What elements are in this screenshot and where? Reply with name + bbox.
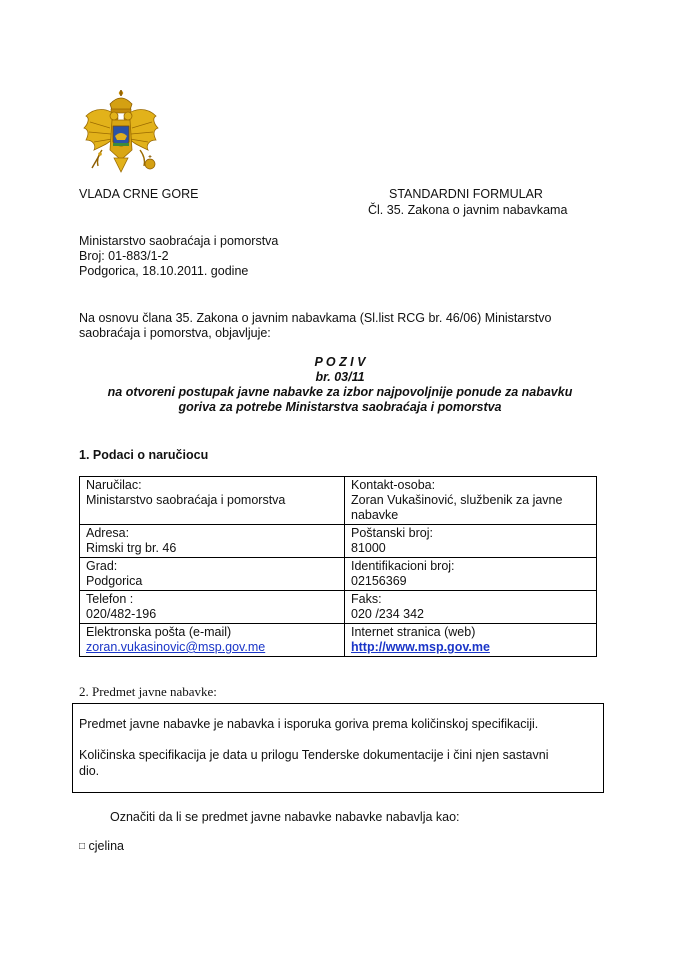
table-row: [80, 624, 597, 657]
cell-label: Naručilac:: [86, 478, 142, 492]
subject-description-box: [72, 703, 604, 793]
table-row: [80, 591, 597, 624]
cell-label: Telefon :: [86, 592, 134, 606]
table-cell: [345, 624, 597, 657]
procurement-type-instruction: Označiti da li se predmet javne nabavke nabavke nabavlja kao:: [110, 810, 460, 824]
table-cell: [80, 558, 345, 591]
cell-value: Rimski trg br. 46: [86, 541, 177, 555]
cell-value: 02156369: [351, 574, 407, 588]
cell-label: Kontakt-osoba:: [351, 478, 436, 492]
table-row: [80, 558, 597, 591]
subject-paragraph-1: Predmet javne nabavke je nabavka i isporuka goriva prema količinskoj specifikaciji.: [79, 717, 539, 731]
table-row: [80, 477, 597, 525]
option-cjelina[interactable]: [79, 838, 124, 855]
table-cell: [80, 591, 345, 624]
cell-value-continued: nabavke: [351, 508, 399, 522]
table-cell: [345, 591, 597, 624]
cell-value: 020/482-196: [86, 607, 157, 621]
intro-line-2: saobraćaja i pomorstva, objavljuje:: [79, 326, 271, 340]
call-number: br. 03/11: [315, 370, 365, 384]
section-2-heading: 2. Predmet javne nabavke:: [79, 684, 217, 699]
cell-value: 81000: [351, 541, 386, 555]
cell-label: Adresa:: [86, 526, 130, 540]
table-cell: [80, 477, 345, 525]
coat-of-arms-emblem: [80, 88, 162, 180]
cell-value: Ministarstvo saobraćaja i pomorstva: [86, 493, 286, 507]
option-label: cjelina: [88, 839, 124, 853]
issuer-number: Broj: 01-883/1-2: [79, 249, 169, 263]
call-title: P O Z I V: [314, 355, 366, 369]
subject-paragraph-2-line-2: dio.: [79, 764, 100, 778]
section-1-heading: 1. Podaci o naručiocu: [79, 448, 209, 462]
email-link[interactable]: zoran.vukasinovic@msp.gov.me: [86, 640, 266, 654]
subject-paragraph-2-line-1: Količinska specifikacija je data u prilogu Tenderske dokumentacije i čini njen sastavni: [79, 748, 549, 762]
intro-line-1: Na osnovu člana 35. Zakona o javnim nabavkama (Sl.list RCG br. 46/06) Ministarstvo: [79, 311, 552, 325]
cell-label: Poštanski broj:: [351, 526, 433, 540]
cell-label: Faks:: [351, 592, 382, 606]
table-cell: [345, 558, 597, 591]
cell-label: Internet stranica (web): [351, 625, 476, 639]
cell-label: Identifikacioni broj:: [351, 559, 455, 573]
table-row: [80, 525, 597, 558]
crown-icon: [110, 90, 132, 113]
table-cell: [80, 624, 345, 657]
government-name: VLADA CRNE GORE: [79, 187, 199, 201]
checkbox-icon[interactable]: □: [79, 841, 86, 852]
call-description-2: goriva za potrebe Ministarstva saobraćaja i pomorstva: [178, 400, 502, 414]
issuer-place-date: Podgorica, 18.10.2011. godine: [79, 264, 249, 278]
cell-label: Elektronska pošta (e-mail): [86, 625, 232, 639]
table-cell: [345, 525, 597, 558]
table-cell: [345, 477, 597, 525]
call-description-1: na otvoreni postupak javne nabavke za izbor najpovoljnije ponude za nabavku: [107, 385, 573, 399]
form-subtitle: Čl. 35. Zakona o javnim nabavkama: [368, 203, 568, 217]
form-title: STANDARDNI FORMULAR: [389, 187, 543, 201]
cell-value: Zoran Vukašinović, službenik za javne: [351, 493, 563, 507]
website-link[interactable]: http://www.msp.gov.me: [351, 640, 490, 654]
contracting-authority-table: [79, 476, 597, 657]
cell-value: Podgorica: [86, 574, 143, 588]
cell-label: Grad:: [86, 559, 118, 573]
cell-value: 020 /234 342: [351, 607, 424, 621]
issuer-ministry: Ministarstvo saobraćaja i pomorstva: [79, 234, 279, 248]
table-cell: [80, 525, 345, 558]
